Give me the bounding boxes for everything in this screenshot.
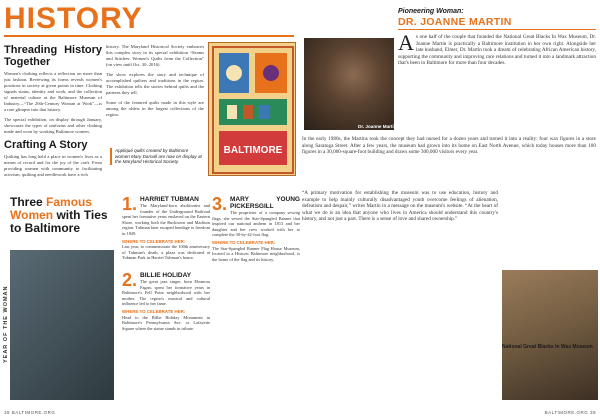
pioneer-article-quote (302, 190, 498, 226)
column-one (4, 44, 102, 182)
left-page (0, 0, 298, 420)
bio-name: HARRIET TUBMAN (140, 196, 199, 203)
bio-number: 3. (212, 194, 228, 214)
three-women-heading (10, 196, 120, 235)
bio-number: 2. (122, 270, 138, 290)
bio-text: The proprietor of a company sewing flags, she sewed the Star-Spangled Banner that inspired our national anthem in 1813 and her daughter and her crew worked with her to complete the 30-by-42-foot flag. (212, 210, 300, 238)
drop-cap: A (398, 30, 414, 55)
bio-celebrate: The Star-Spangled Banner Flag House Museum, located in a Historic Baltimore neighborhood, is the home of the flag and its history. (212, 245, 300, 262)
bio-pickersgill (212, 196, 300, 264)
pioneer-article-cont (302, 136, 596, 159)
title-rule (4, 35, 294, 37)
bio-label: WHERE TO CELEBRATE HER: (122, 238, 186, 244)
threading-heading: Threading History Together (4, 44, 102, 68)
museum-caption: National Great Blacks In Wax Museum (502, 344, 593, 350)
page-number-right: BALTIMORE.ORG 39 (544, 410, 596, 415)
bio-text: The great jazz singer, born Eleanora Fagan, spent her formative years in Baltimore's Fell Point neighborhood with her mother. The region's musical and cultural influence led to her fame. (122, 279, 210, 307)
heading-suffix: with Ties to Baltimore (10, 208, 108, 235)
svg-text:BALTIMORE: BALTIMORE (223, 145, 283, 156)
bio-text: The Maryland-born abolitionist and founder of the Underground Railroad spent her formative years enslaved on the Eastern Shore, working both the Bucktown and Madison region. Tubman later escaped bondage to freedom in 1849. (122, 203, 210, 236)
heading-orange: Famous Women (10, 195, 93, 222)
portrait-photo (304, 38, 394, 130)
quilt-art (209, 43, 296, 176)
article-paragraph-1-text: s one half of the couple that founded the National Great Blacks In Wax Museum, Dr. Joanne Martin is practically a Baltimore institution in her own right. Alongside her late husband, Elmer, Dr. Martin took a dream of celebrating African American history, supporting the community and improving race relations and turned it into a landmark attraction that's been in Baltimore for more than four decades. (398, 34, 596, 67)
bio-name: BILLIE HOLIDAY (140, 272, 192, 279)
year-of-woman-label: YEAR OF THE WOMAN (3, 285, 9, 363)
bio-holiday (122, 272, 210, 333)
right-page (302, 0, 600, 420)
article-paragraph-3: “A primary motivation for establishing the museum was to use education, history and example to help mainly culturally disadvantaged youth overcome feelings of alienation, defeatism and despair,” writes Martin in a message on the museum's website. “At the heart of what we do is an idea that anyone who lives in America should understand this country's history, and not just a part. There is a sense of love and shared ownership.” (302, 190, 498, 223)
column-two (106, 44, 204, 122)
bio-name: MARY YOUNG PICKERSGILL (230, 196, 300, 210)
bio-celebrate: Last year, to commemorate the 100th anniversary of Tubman's death, a plaza was dedicated at Tubman Park in Harriet Tubman's honor. (122, 244, 210, 261)
threading-body: The special exhibition, on display through January, showcases the types of uniforms and other clothing made and worn by working Baltimore women. (4, 117, 102, 134)
heading-prefix: Three (10, 195, 47, 209)
pioneer-rule (398, 29, 596, 30)
pioneer-article (398, 30, 596, 70)
crafting-body: Quilting has long held a place in women's lives as a means of record and for the joy of the craft. From providing women with community to facilitating activism, quilting and needlework have a rich (4, 154, 102, 177)
section-title: HISTORY (4, 2, 143, 35)
col2-paragraph-2: The show explores the story and technique of accomplished quilters and traditions in the region. The exhibition tells the stories behind quilts and the patterns they tell. (106, 72, 204, 95)
bio-label: WHERE TO CELEBRATE HER: (212, 239, 276, 245)
portrait-caption: Dr. Joanne Martin (358, 124, 397, 129)
bio-celebrate: Head to the Billie Holiday Monument in Baltimore's Pennsylvania Ave. or Lafayette Square where the statue stands in tribute. (122, 314, 210, 331)
quilt-image (208, 42, 296, 176)
article-paragraph-1 (398, 30, 596, 67)
bio-tubman (122, 196, 210, 263)
museum-photo (502, 270, 598, 400)
bio-number: 1. (122, 194, 138, 214)
col2-paragraph-1: history. The Maryland Historical Society embraces this complex story in its special exhibition “Seams and Stitches: Women's Quilts from the Collection” (on view until Oct. 30, 2016). (106, 44, 204, 67)
page-number-left: 38 BALTIMORE.ORG (4, 410, 56, 415)
women-photo (10, 250, 114, 400)
col2-paragraph-3: Some of the featured quilts made in this style are among the oldest in the largest collections of the region. (106, 100, 204, 117)
crafting-heading: Crafting A Story (4, 139, 88, 151)
article-paragraph-2: In the early 1980s, the Martins took the concept they had nursed for a dozen years and turned it into a reality: four wax figures in a store along Saratoga Street. After a few years, the museum had grown into its home on East North Avenue, which today houses more than 100 figures in a 30,000-square-foot building and draws some 300,000 visitors every year. (302, 136, 596, 156)
pioneer-label: Pioneering Woman: (398, 8, 464, 15)
quilt-caption: Appliqué quilts created by Baltimore women Mary Darnall are now on display at the Maryland Historical Society. (110, 148, 204, 165)
bio-label: WHERE TO CELEBRATE HER: (122, 308, 186, 314)
threading-intro: Women's clothing reflects a reflection on more than just fashion. Reviewing its forms reveals women's positions in society at given points in time. Clothing signals status, identity and work, and the collection of material culture at the Baltimore Museum of Industry—“The 20th-Century Woman at Work”—is a rare glimpse into that history. (4, 71, 102, 112)
pioneer-name: DR. JOANNE MARTIN (398, 16, 512, 28)
